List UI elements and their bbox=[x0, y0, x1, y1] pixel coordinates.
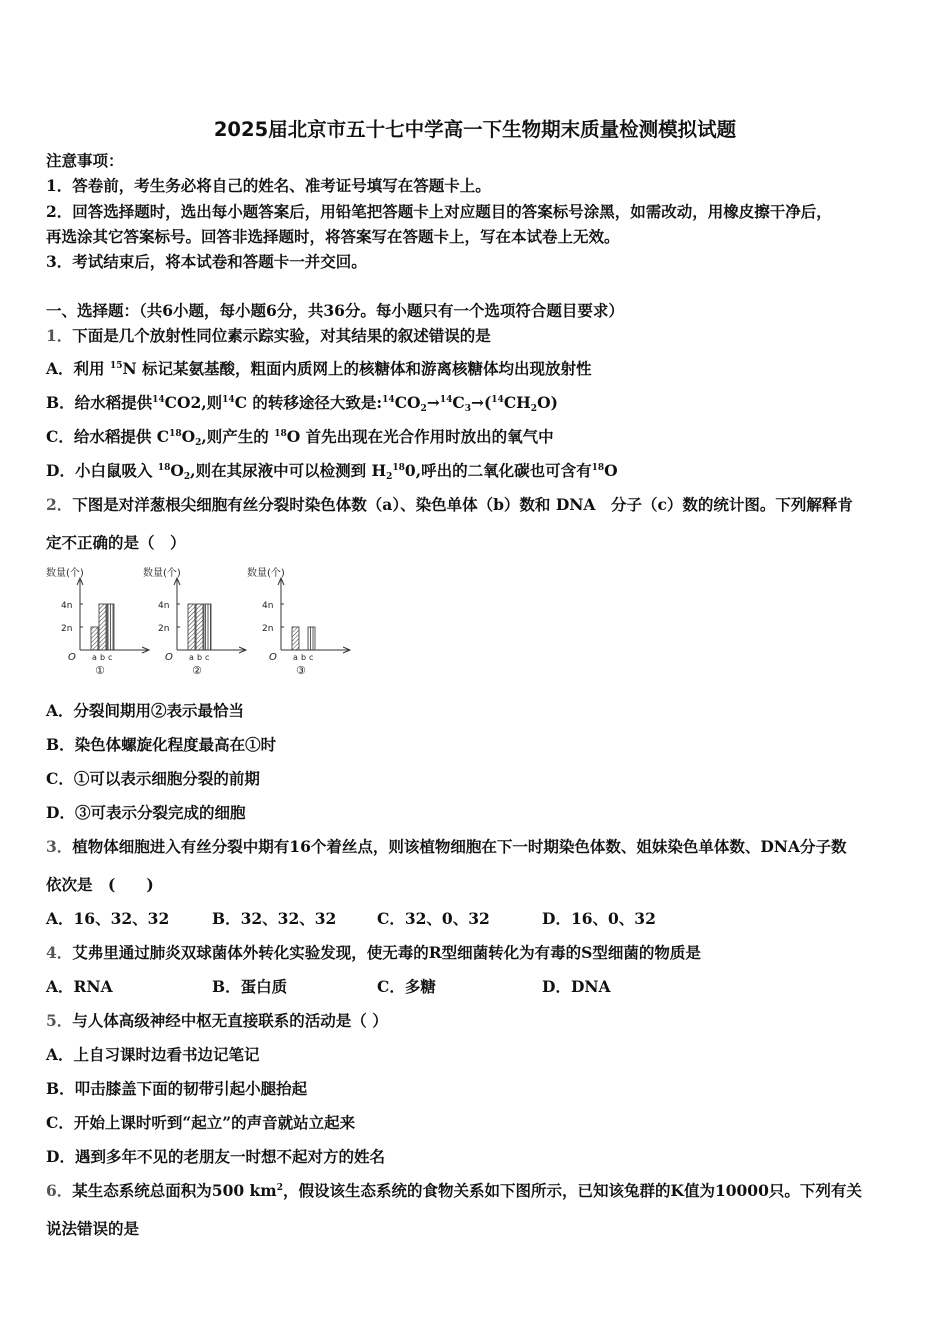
chart-category-label: b bbox=[100, 653, 106, 662]
chart-bar bbox=[99, 604, 106, 650]
question-1-option-a: A．利用 $^{15}$N 标记某氨基酸，粗面内质网上的核糖体和游离核糖体均出现放射性 bbox=[46, 359, 592, 378]
chart-bar bbox=[292, 627, 299, 650]
question-2-stem-cont: 定不正确的是（ ） bbox=[46, 533, 186, 552]
question-1-stem: 1．下面是几个放射性同位素示踪实验，对其结果的叙述错误的是 bbox=[46, 326, 491, 345]
chart-ytick-label: 2n bbox=[262, 624, 274, 634]
notice-item: 1．答卷前，考生务必将自己的姓名、准考证号填写在答题卡上。 bbox=[46, 176, 491, 195]
chart-bar bbox=[196, 604, 203, 650]
question-6-stem-cont: 说法错误的是 bbox=[46, 1219, 140, 1238]
question-4-stem: 4．艾弗里通过肺炎双球菌体外转化实验发现，使无毒的R型细菌转化为有毒的S型细菌的物质是 bbox=[46, 943, 701, 962]
question-2-stem: 2．下图是对洋葱根尖细胞有丝分裂时染色体数（a）、染色单体（b）数和 DNA 分子（c）数的统计图。下列解释肯 bbox=[46, 495, 853, 514]
chart-category-label: b bbox=[301, 653, 307, 662]
chart-bar bbox=[204, 604, 211, 650]
chart-category-label: c bbox=[108, 653, 113, 662]
question-4-option-b: B．蛋白质 bbox=[212, 977, 288, 996]
question-2-option-c: C．①可以表示细胞分裂的前期 bbox=[46, 769, 260, 788]
chart-bar bbox=[188, 604, 195, 650]
section-heading: 一、选择题：（共6小题，每小题6分，共36分。每小题只有一个选项符合题目要求） bbox=[46, 301, 624, 320]
question-4-option-c: C．多糖 bbox=[377, 977, 436, 996]
chart-ytick-label: 4n bbox=[262, 601, 274, 611]
question-5-option-a: A．上自习课时边看书边记笔记 bbox=[46, 1045, 260, 1064]
notice-item: 2．回答选择题时，选出每小题答案后，用铅笔把答题卡上对应题目的答案标号涂黑，如需改动，用橡皮擦干净后， bbox=[46, 202, 832, 221]
question-2-option-a: A．分裂间期用②表示最恰当 bbox=[46, 701, 245, 720]
chart-origin: O bbox=[269, 652, 277, 663]
notice-item: 3．考试结束后，将本试卷和答题卡一并交回。 bbox=[46, 252, 367, 271]
chart-category-label: c bbox=[309, 653, 314, 662]
question-1-option-d: D．小白鼠吸入 $^{18}O_2$,则在其尿液中可以检测到 $H_2^{18}0$,呼出的二氧化碳也可含有$^{18}$O bbox=[46, 461, 618, 482]
notice-item: 再选涂其它答案标号。回答非选择题时，将答案写在答题卡上，写在本试卷上无效。 bbox=[46, 227, 620, 246]
question-2-option-d: D．③可表示分裂完成的细胞 bbox=[46, 803, 246, 822]
chart-panel-label: ① bbox=[95, 664, 105, 677]
question-6-stem: 6．某生态系统总面积为500 $km^2$，假设该生态系统的食物关系如下图所示，已知该兔群的K值为10000只。下列有关 bbox=[46, 1181, 862, 1200]
question-5-option-d: D．遇到多年不见的老朋友一时想不起对方的姓名 bbox=[46, 1147, 385, 1166]
question-3-option-b: B．32、32、32 bbox=[212, 909, 337, 928]
question-5-option-c: C．开始上课时听到“起立”的声音就站立起来 bbox=[46, 1113, 356, 1132]
chart-ytick-label: 2n bbox=[158, 624, 170, 634]
chart-ylabel: 数量(个) bbox=[143, 568, 181, 579]
question-2-chart bbox=[40, 562, 360, 684]
question-1-option-b: B．给水稻提供$^{14}$CO2,则$^{14}$C 的转移途径大致是$:^{14}CO_2\to^{14}C_3\to(^{14}CH_2O)$ bbox=[46, 393, 558, 414]
question-3-option-c: C．32、0、32 bbox=[377, 909, 490, 928]
chart-ytick-label: 4n bbox=[61, 601, 73, 611]
question-3-stem-cont: 依次是 ( ) bbox=[46, 875, 154, 894]
chart-category-label: b bbox=[197, 653, 203, 662]
chart-category-label: c bbox=[205, 653, 210, 662]
chart-ylabel: 数量(个) bbox=[46, 568, 84, 579]
chart-bar bbox=[308, 627, 315, 650]
chart-origin: O bbox=[165, 652, 173, 663]
chart-category-label: a bbox=[189, 653, 194, 662]
notice-heading: 注意事项： bbox=[46, 151, 124, 170]
chart-category-label: a bbox=[92, 653, 97, 662]
chart-ytick-label: 2n bbox=[61, 624, 73, 634]
chart-panel-label: ② bbox=[192, 664, 202, 677]
chart-category-label: a bbox=[293, 653, 298, 662]
question-5-option-b: B．叩击膝盖下面的韧带引起小腿抬起 bbox=[46, 1079, 308, 1098]
chart-origin: O bbox=[68, 652, 76, 663]
page-title: 2025届北京市五十七中学高一下生物期末质量检测模拟试题 bbox=[213, 118, 737, 141]
question-4-option-a: A．RNA bbox=[46, 977, 113, 996]
chart-ylabel: 数量(个) bbox=[247, 568, 285, 579]
chart-panel-label: ③ bbox=[296, 664, 306, 677]
chart-bar bbox=[107, 604, 114, 650]
chart-ytick-label: 4n bbox=[158, 601, 170, 611]
question-5-stem: 5．与人体高级神经中枢无直接联系的活动是（ ） bbox=[46, 1011, 388, 1030]
question-2-option-b: B．染色体螺旋化程度最高在①时 bbox=[46, 735, 277, 754]
question-4-option-d: D．DNA bbox=[542, 977, 611, 996]
question-3-option-a: A．16、32、32 bbox=[46, 909, 170, 928]
question-3-stem: 3．植物体细胞进入有丝分裂中期有16个着丝点，则该植物细胞在下一时期染色体数、姐妹染色单体数、DNA分子数 bbox=[46, 837, 847, 856]
question-3-option-d: D．16、0、32 bbox=[542, 909, 656, 928]
question-1-option-c: C．给水稻提供 $C^{18}O_2$,则产生的 $^{18}$O 首先出现在光合作用时放出的氧气中 bbox=[46, 427, 554, 448]
chart-bar bbox=[91, 627, 98, 650]
